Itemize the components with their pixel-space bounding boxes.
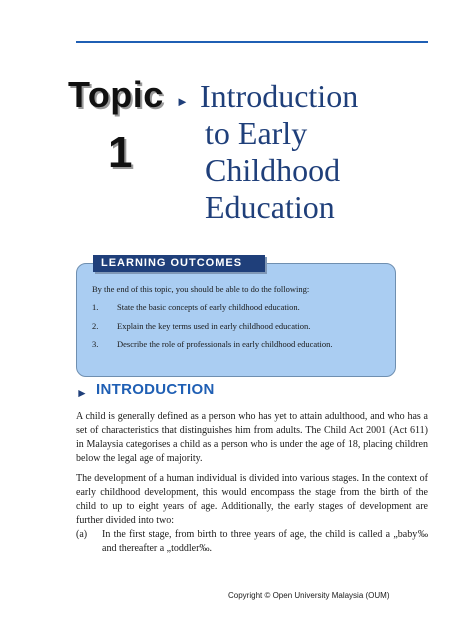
body-paragraph: A child is generally defined as a person who has yet to attain adulthood, and who has a set of characteristics that distinguishes him from adults. The Child Act 2001 (Act 611) in Malaysia categorises a child as a person who is under the age of 18, placing children below the legal age of majority. bbox=[76, 411, 428, 464]
title-line: Introduction bbox=[200, 78, 359, 114]
item-number: 2. bbox=[92, 321, 99, 331]
body-paragraph: The development of a human individual is divided into various stages. In the context of early childhood development, this would encompass the stage from the birth of the child to up to eight years of age. Additionally, the early stages of development are further divided into two: bbox=[76, 473, 428, 526]
learning-outcome-item bbox=[92, 302, 392, 312]
title-arrow-icon: ► bbox=[176, 94, 189, 109]
list-text: In the first stage, from birth to three years of age, the child is called a „baby‰ and thereafter a „toddler‰. bbox=[102, 529, 428, 554]
section-heading: INTRODUCTION bbox=[96, 381, 215, 398]
learning-outcome-item bbox=[92, 321, 392, 331]
section-arrow-icon: ► bbox=[76, 386, 88, 400]
item-text: Explain the key terms used in early childhood education. bbox=[117, 321, 311, 331]
item-number: 3. bbox=[92, 339, 99, 349]
learning-outcomes-intro: By the end of this topic, you should be able to do the following: bbox=[92, 284, 310, 294]
list-item bbox=[76, 528, 428, 556]
item-number: 1. bbox=[92, 302, 99, 312]
title-line: to Early bbox=[205, 115, 308, 151]
list-marker: (a) bbox=[76, 529, 88, 540]
learning-outcomes-heading: LEARNING OUTCOMES bbox=[93, 255, 265, 272]
item-text: Describe the role of professionals in early childhood education. bbox=[117, 339, 333, 349]
chapter-title bbox=[200, 78, 460, 226]
top-rule bbox=[76, 41, 428, 43]
topic-number: 1 bbox=[108, 128, 133, 177]
learning-outcome-item bbox=[92, 339, 392, 349]
copyright-footer: Copyright © Open University Malaysia (OUM) bbox=[228, 591, 390, 600]
item-text: State the basic concepts of early childhood education. bbox=[117, 302, 300, 312]
topic-label: Topic bbox=[68, 74, 164, 115]
learning-outcomes-box bbox=[76, 263, 396, 377]
title-line: Education bbox=[205, 189, 335, 225]
title-line: Childhood bbox=[205, 152, 341, 188]
